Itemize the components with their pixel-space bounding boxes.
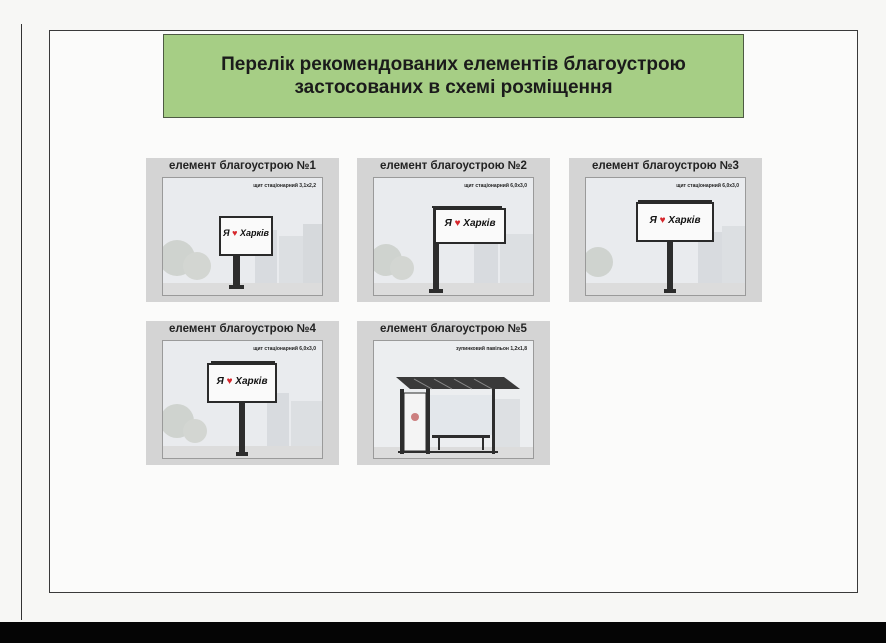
element-illustration — [162, 340, 323, 459]
margin-rule — [21, 24, 22, 620]
title-box — [163, 34, 744, 118]
element-card-3 — [569, 158, 762, 302]
element-illustration — [373, 177, 534, 296]
scan-bottom-band — [0, 622, 886, 643]
element-card-5 — [357, 321, 550, 465]
heart-icon: ♥ — [659, 215, 666, 226]
title-line-2: застосованих в схемі розміщення — [294, 77, 613, 98]
element-card-2 — [357, 158, 550, 302]
sign-text: Я ♥ Харків — [649, 215, 701, 226]
sign-logo — [209, 376, 275, 387]
element-illustration — [373, 340, 534, 459]
sign-text: Я ♥ Харків — [223, 228, 269, 238]
title-line-1: Перелік рекомендованих елементів благоустрою — [221, 54, 686, 75]
element-spec: щит стаціонарний 3,1х2,2 — [253, 183, 316, 189]
element-card-title: елемент благоустрою №4 — [169, 323, 316, 335]
sign-logo — [638, 215, 712, 226]
sign-logo — [221, 228, 271, 238]
element-illustration — [162, 177, 323, 296]
heart-icon: ♥ — [232, 228, 238, 238]
element-card-title: елемент благоустрою №1 — [169, 160, 316, 172]
element-card-4 — [146, 321, 339, 465]
element-card-title: елемент благоустрою №2 — [380, 160, 527, 172]
element-spec: щит стаціонарний 6,0х3,0 — [464, 183, 527, 189]
element-illustration — [585, 177, 746, 296]
element-card-1 — [146, 158, 339, 302]
element-spec: зупинковий павільон 1,2х1,8 — [455, 346, 527, 352]
element-spec: щит стаціонарний 6,0х3,0 — [676, 183, 739, 189]
element-card-title: елемент благоустрою №5 — [380, 323, 527, 335]
sign-text: Я ♥ Харків — [216, 376, 268, 387]
heart-icon: ♥ — [226, 376, 233, 387]
element-card-title: елемент благоустрою №3 — [592, 160, 739, 172]
sign-text: Я ♥ Харків — [444, 218, 496, 229]
heart-icon: ♥ — [454, 218, 461, 229]
element-spec: щит стаціонарний 6,0х3,0 — [253, 346, 316, 352]
sign-logo — [436, 218, 504, 229]
